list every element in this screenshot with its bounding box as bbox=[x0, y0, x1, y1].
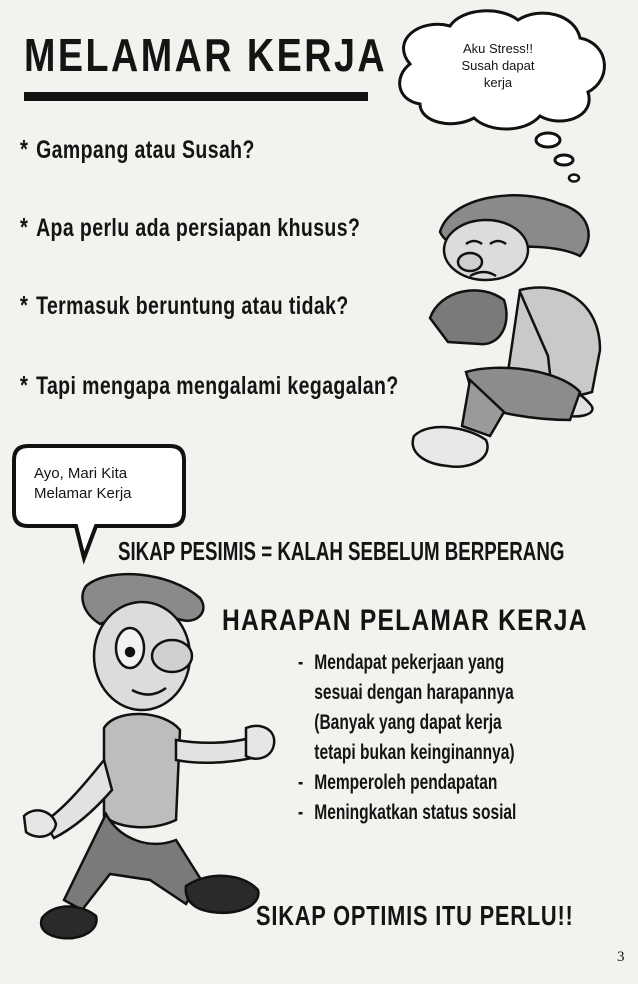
page-title: MELAMAR KERJA bbox=[24, 29, 388, 81]
question-text: Gampang atau Susah? bbox=[36, 136, 255, 164]
speech-line: Ayo, Mari Kita bbox=[34, 465, 128, 482]
list-item: tetapi bukan keinginannya) bbox=[314, 741, 515, 764]
question-text: Termasuk beruntung atau tidak? bbox=[36, 292, 349, 320]
bullet: * bbox=[20, 212, 29, 242]
stressed-man-icon bbox=[413, 195, 600, 467]
list-item: - Meningkatkan status sosial bbox=[298, 798, 516, 828]
thought-line: Aku Stress!! bbox=[462, 41, 534, 56]
thought-line: kerja bbox=[483, 75, 513, 90]
bullet: * bbox=[20, 134, 29, 164]
list-item: (Banyak yang dapat kerja bbox=[314, 711, 502, 734]
harapan-list bbox=[298, 648, 516, 828]
bullet: * bbox=[20, 290, 29, 320]
speech-line: Melamar Kerja bbox=[34, 485, 132, 502]
thought-bubble-text bbox=[438, 40, 558, 91]
harapan-title: HARAPAN PELAMAR KERJA bbox=[222, 604, 588, 637]
question-text: Apa perlu ada persiapan khusus? bbox=[36, 214, 361, 242]
bullet: * bbox=[20, 370, 29, 400]
optimis-slogan: SIKAP OPTIMIS ITU PERLU!! bbox=[256, 900, 574, 931]
list-item: sesuai dengan harapannya bbox=[314, 681, 514, 704]
page-number: 3 bbox=[617, 949, 625, 965]
thought-cloud-icon bbox=[400, 11, 605, 182]
thought-line: Susah dapat bbox=[461, 58, 535, 73]
list-item: - Mendapat pekerjaan yang bbox=[298, 648, 516, 678]
speech-bubble-text bbox=[34, 464, 174, 504]
list-item: - Memperoleh pendapatan bbox=[298, 768, 516, 798]
question-text: Tapi mengapa mengalami kegagalan? bbox=[36, 372, 399, 400]
pesimis-slogan: SIKAP PESIMIS = KALAH SEBELUM BERPERANG bbox=[118, 536, 565, 566]
